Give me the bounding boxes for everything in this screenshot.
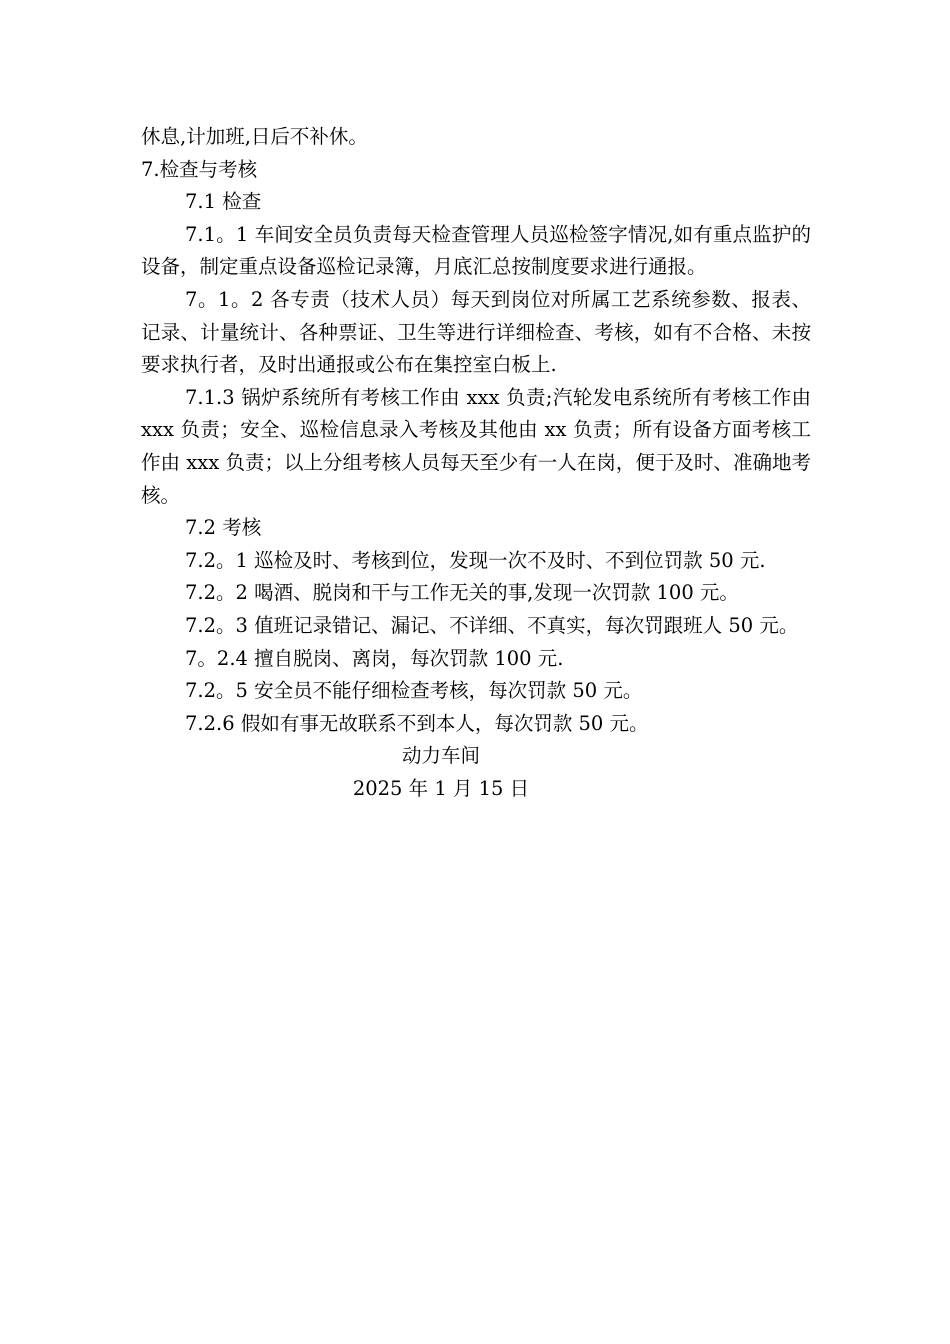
clause-7-2-4: 7。2.4 擅自脱岗、离岗，每次罚款 100 元.: [185, 646, 564, 670]
clause-7-2-1: 7.2。1 巡检及时、考核到位，发现一次不及时、不到位罚款 50 元.: [185, 548, 766, 572]
clause-7-2-2: 7.2。2 喝酒、脱岗和干与工作无关的事,发现一次罚款 100 元。: [185, 581, 739, 605]
clause-7-1-2: 7。1。2 各专责（技术人员）每天到岗位对所属工艺系统参数、报表、记录、计量统计、各种票证、卫生等进行详细检查、考核，如有不合格、未按要求执行者，及时出通报或公布在集控室白板上.: [141, 287, 811, 377]
signature-date: 2025 年 1 月 15 日: [352, 776, 530, 800]
clause-7-1-3: 7.1.3 锅炉系统所有考核工作由 xxx 负责;汽轮发电系统所有考核工作由 xxx 负责；安全、巡检信息录入考核及其他由 xx 负责；所有设备方面考核工作由 xxx 负责；以上分组考核人员每天至少有一人在岗，便于及时、准确地考核。: [141, 385, 811, 507]
clause-7-2-5: 7.2。5 安全员不能仔细检查考核，每次罚款 50 元。: [185, 679, 643, 703]
paragraph-continuation: 休息,计加班,日后不补休。: [141, 125, 368, 148]
subsection-heading-7-2: 7.2 考核: [185, 516, 262, 540]
clause-7-2-6: 7.2.6 假如有事无故联系不到本人，每次罚款 50 元。: [185, 711, 649, 735]
clause-7-2-3: 7.2。3 值班记录错记、漏记、不详细、不真实，每次罚跟班人 50 元。: [185, 613, 799, 637]
clause-7-1-1: 7.1。1 车间安全员负责每天检查管理人员巡检签字情况,如有重点监护的设备，制定重点设备巡检记录簿，月底汇总按制度要求进行通报。: [141, 222, 811, 279]
subsection-heading-7-1: 7.1 检查: [185, 190, 262, 214]
section-heading-7: 7.检查与考核: [141, 157, 258, 181]
signature-department: 动力车间: [401, 744, 480, 768]
document-page: [141, 121, 811, 805]
